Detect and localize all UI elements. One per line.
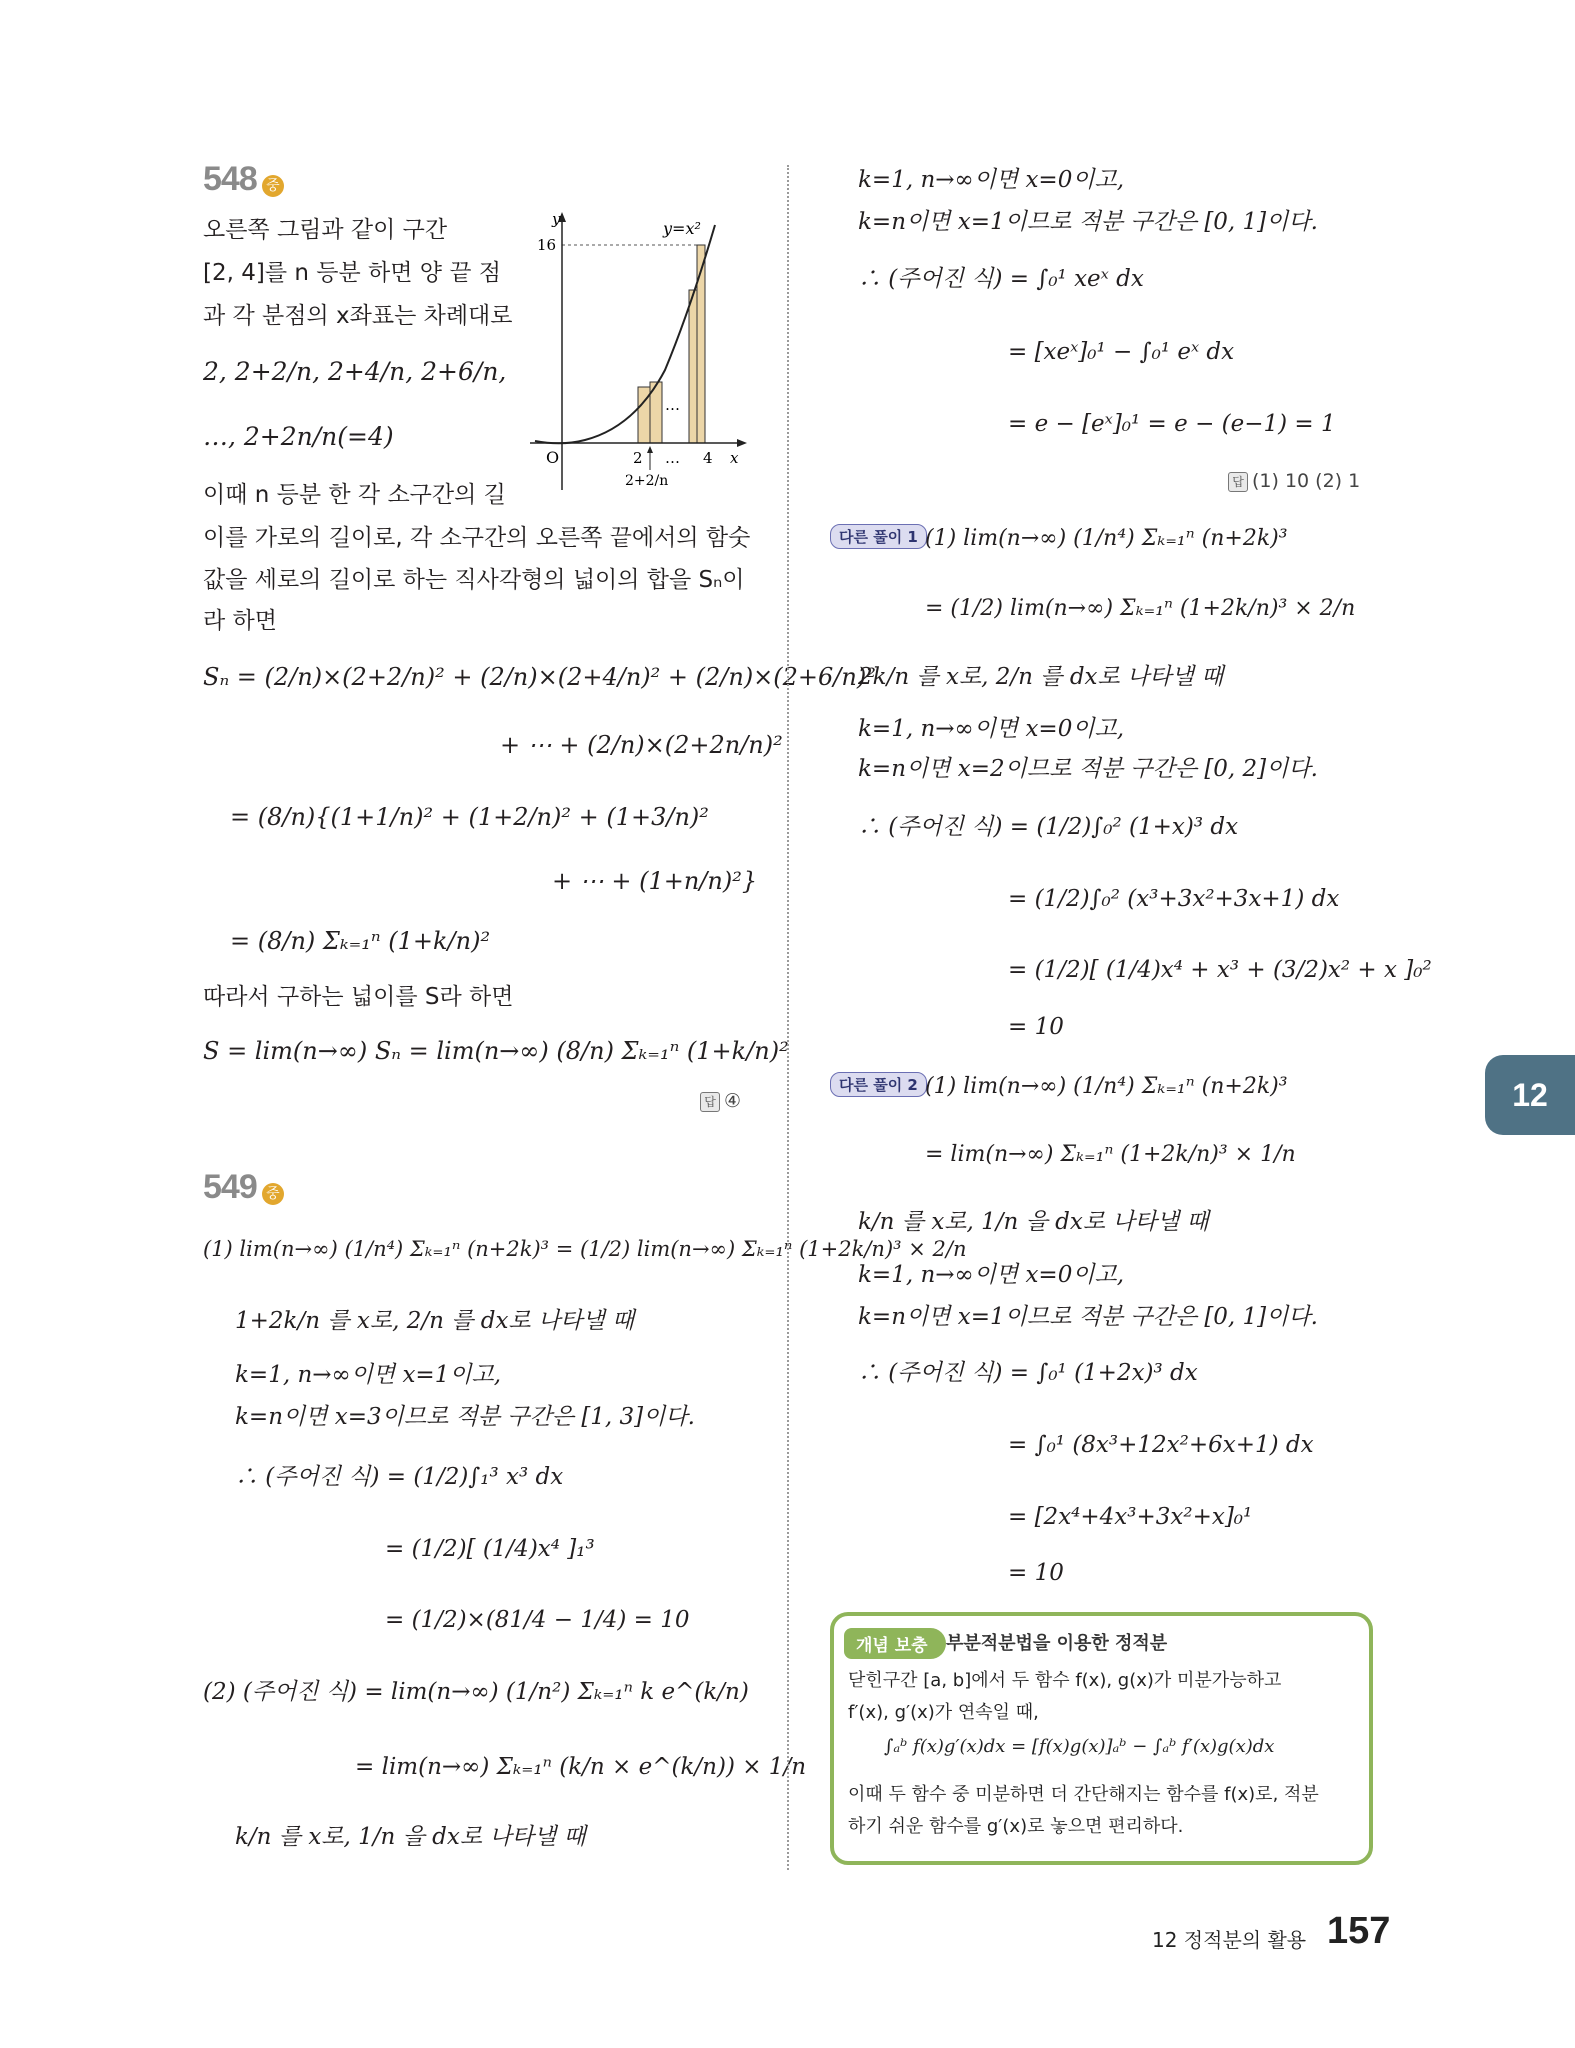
text-line: 이를 가로의 길이로, 각 소구간의 오른쪽 끝에서의 함숫: [203, 525, 751, 551]
math-line: k=n이면 x=1이므로 적분 구간은 [0, 1]이다.: [858, 1304, 1318, 1330]
answer-mark: 답: [700, 1092, 720, 1112]
math-line: = (1/2)[ (1/4)x⁴ ]₁³: [385, 1536, 595, 1562]
concept-tag: 개념 보충: [844, 1628, 946, 1659]
y-tick-16: 16: [537, 236, 557, 254]
text-line: 과 각 분점의 x좌표는 차례대로: [203, 303, 513, 329]
origin-label: O: [546, 448, 560, 467]
dots-axis-label: …: [665, 449, 680, 467]
math-line: = (1/2)∫₀² (x³+3x²+3x+1) dx: [1008, 886, 1340, 912]
math-line: k/n 를 x로, 1/n 을 dx로 나타낼 때: [235, 1824, 586, 1850]
math-line: k/n 를 x로, 1/n 을 dx로 나타낼 때: [858, 1209, 1209, 1235]
math-line: …, 2+2n/n(=4): [203, 422, 394, 451]
math-line: S = lim(n→∞) Sₙ = lim(n→∞) (8/n) Σₖ₌₁ⁿ (1+k/n)²: [203, 1037, 789, 1065]
x-tick-2: 2: [633, 449, 643, 467]
problem-number: 549: [203, 1168, 257, 1206]
concept-formula: ∫ₐᵇ f(x)g′(x)dx = [f(x)g(x)]ₐᵇ − ∫ₐᵇ f′(x)g(x)dx: [884, 1736, 1275, 1757]
answer-mark: 답: [1228, 472, 1248, 492]
math-line: (1) lim(n→∞) (1/n⁴) Σₖ₌₁ⁿ (n+2k)³ = (1/2) lim(n→∞) Σₖ₌₁ⁿ (1+2k/n)³ × 2/n: [203, 1237, 967, 1261]
concept-title: 부분적분법을 이용한 정적분: [946, 1633, 1168, 1654]
dots-label: …: [665, 396, 680, 414]
difficulty-badge: 중: [262, 1183, 284, 1205]
text-line: 값을 세로의 길이로 하는 직사각형의 넓이의 합을 Sₙ이: [203, 567, 745, 593]
column-divider: [787, 165, 789, 1870]
math-line: = 10: [1008, 1014, 1064, 1040]
page-number: 157: [1327, 1910, 1391, 1952]
math-line: = e − [eˣ]₀¹ = e − (e−1) = 1: [1008, 411, 1336, 437]
math-line: = [xeˣ]₀¹ − ∫₀¹ eˣ dx: [1008, 339, 1235, 365]
math-line: = (1/2)×(81/4 − 1/4) = 10: [385, 1607, 690, 1633]
math-line: k=n이면 x=1이므로 적분 구간은 [0, 1]이다.: [858, 209, 1318, 235]
answer-value: (1) 10 (2) 1: [1252, 470, 1361, 492]
math-line: ∴ (주어진 식) = ∫₀¹ (1+2x)³ dx: [858, 1360, 1198, 1386]
alt-tag-label: 다른 풀이 2: [830, 1072, 927, 1097]
area-graph: [525, 210, 750, 510]
answer-549: [1228, 470, 1360, 492]
text-line: 오른쪽 그림과 같이 구간: [203, 217, 448, 243]
math-line: = 10: [1008, 1560, 1064, 1586]
footer-chapter-title: 12 정적분의 활용: [1152, 1928, 1307, 1952]
math-line: = (8/n) Σₖ₌₁ⁿ (1+k/n)²: [230, 927, 491, 955]
math-line: + ⋯ + (1+n/n)²}: [552, 867, 758, 895]
problem-number: 548: [203, 160, 257, 198]
difficulty-badge: 중: [262, 175, 284, 197]
math-line: k=1, n→∞이면 x=0이고,: [858, 1262, 1125, 1288]
math-line: k=1, n→∞이면 x=0이고,: [858, 716, 1125, 742]
math-line: 2k/n 를 x로, 2/n 를 dx로 나타낼 때: [858, 664, 1224, 690]
math-line: (1) lim(n→∞) (1/n⁴) Σₖ₌₁ⁿ (n+2k)³: [925, 526, 1288, 551]
math-line: k=n이면 x=2이므로 적분 구간은 [0, 2]이다.: [858, 756, 1318, 782]
text-line: [2, 4]를 n 등분 하면 양 끝 점: [203, 260, 502, 286]
math-line: (2) (주어진 식) = lim(n→∞) (1/n²) Σₖ₌₁ⁿ k e^(k/n): [203, 1679, 749, 1705]
text-line: 라 하면: [203, 608, 277, 634]
math-line: k=1, n→∞이면 x=0이고,: [858, 167, 1125, 193]
y-axis-label: y: [552, 210, 561, 228]
chapter-side-tab[interactable]: 12: [1485, 1055, 1575, 1135]
concept-line: 하기 쉬운 함수를 g′(x)로 놓으면 편리하다.: [848, 1816, 1184, 1837]
math-line: ∴ (주어진 식) = (1/2)∫₀² (1+x)³ dx: [858, 814, 1239, 840]
math-line: ∴ (주어진 식) = ∫₀¹ xeˣ dx: [858, 266, 1144, 292]
point-label: 2+2/n: [625, 473, 669, 489]
x-tick-4: 4: [703, 449, 713, 467]
math-line: = lim(n→∞) Σₖ₌₁ⁿ (k/n × e^(k/n)) × 1/n: [355, 1754, 807, 1780]
problem-549-header: [203, 1168, 284, 1207]
math-line: + ⋯ + (2/n)×(2+2n/n)²: [500, 731, 783, 759]
text-line: 이때 n 등분 한 각 소구간의 길: [203, 482, 506, 508]
concept-line: 닫힌구간 [a, b]에서 두 함수 f(x), g(x)가 미분가능하고: [848, 1670, 1282, 1691]
concept-line: 이때 두 함수 중 미분하면 더 간단해지는 함수를 f(x)로, 적분: [848, 1784, 1319, 1805]
math-line: 2, 2+2/n, 2+4/n, 2+6/n,: [203, 357, 507, 386]
math-line: = lim(n→∞) Σₖ₌₁ⁿ (1+2k/n)³ × 1/n: [925, 1142, 1296, 1167]
concept-box: [830, 1612, 1373, 1865]
math-line: = (1/2) lim(n→∞) Σₖ₌₁ⁿ (1+2k/n)³ × 2/n: [925, 596, 1356, 621]
alt-solution-2-tag: [830, 1072, 927, 1097]
math-line: Sₙ = (2/n)×(2+2/n)² + (2/n)×(2+4/n)² + (2/n)×(2+6/n)²: [203, 663, 876, 691]
x-axis-label: x: [730, 449, 739, 467]
concept-line: f′(x), g′(x)가 연속일 때,: [848, 1702, 1039, 1723]
math-line: = [2x⁴+4x³+3x²+x]₀¹: [1008, 1504, 1253, 1530]
math-line: ∴ (주어진 식) = (1/2)∫₁³ x³ dx: [235, 1464, 564, 1490]
answer-548: [700, 1090, 741, 1112]
answer-value: ④: [724, 1090, 742, 1112]
math-line: k=n이면 x=3이므로 적분 구간은 [1, 3]이다.: [235, 1404, 695, 1430]
alt-solution-1-tag: [830, 524, 927, 549]
curve-label: y=x²: [663, 219, 701, 238]
math-line: k=1, n→∞이면 x=1이고,: [235, 1362, 502, 1388]
alt-tag-label: 다른 풀이 1: [830, 524, 927, 549]
text-line: 따라서 구하는 넓이를 S라 하면: [203, 984, 514, 1010]
math-line: = (8/n){(1+1/n)² + (1+2/n)² + (1+3/n)²: [230, 803, 709, 831]
math-line: (1) lim(n→∞) (1/n⁴) Σₖ₌₁ⁿ (n+2k)³: [925, 1074, 1288, 1099]
math-line: = (1/2)[ (1/4)x⁴ + x³ + (3/2)x² + x ]₀²: [1008, 957, 1432, 983]
math-line: 1+2k/n 를 x로, 2/n 를 dx로 나타낼 때: [235, 1308, 635, 1334]
math-line: = ∫₀¹ (8x³+12x²+6x+1) dx: [1008, 1432, 1314, 1458]
problem-548-header: [203, 160, 284, 199]
